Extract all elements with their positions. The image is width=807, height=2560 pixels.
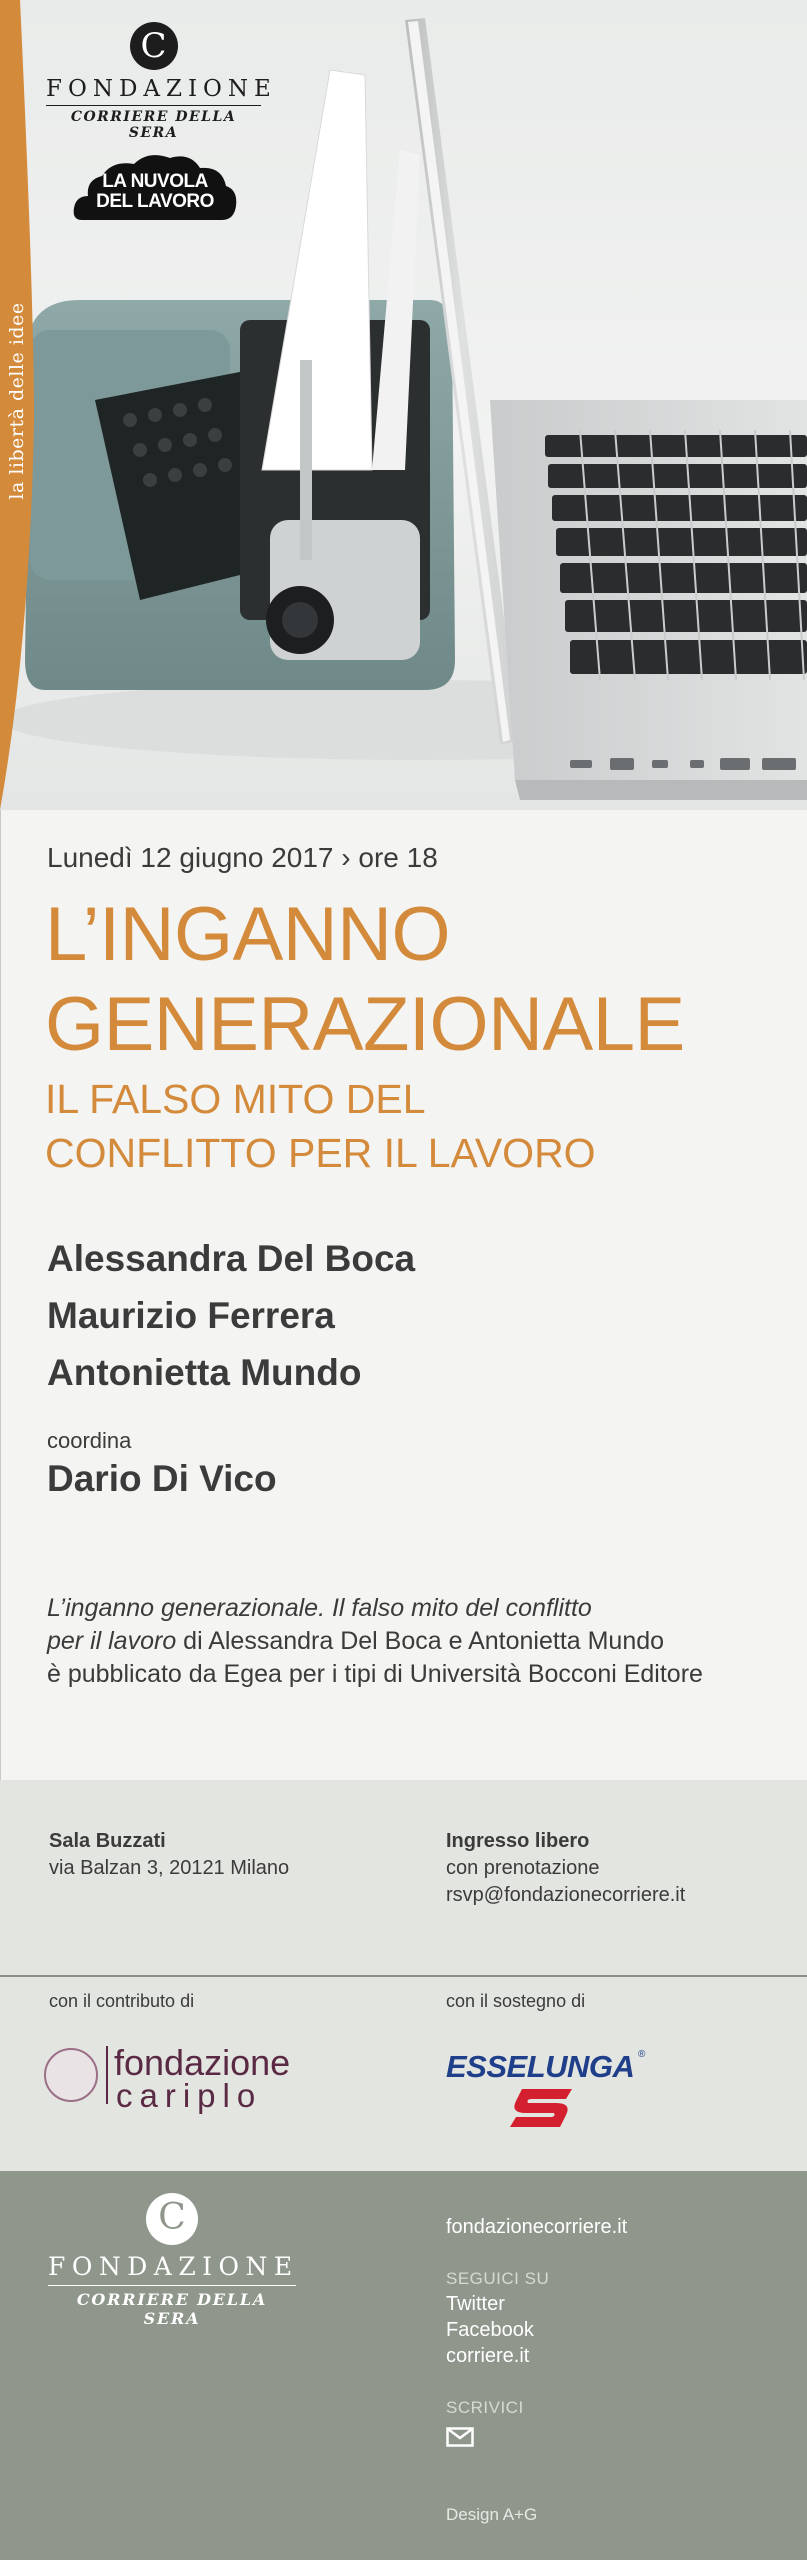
footer-logo-divider [48, 2285, 296, 2286]
esselunga-logo[interactable] [446, 2049, 646, 2129]
entry-title: Ingresso libero [446, 1830, 590, 1852]
corriere-link[interactable]: corriere.it [446, 2345, 530, 2367]
envelope-icon[interactable] [446, 2427, 474, 2447]
cariplo-text-2: cariplo [116, 2077, 263, 2114]
coordinator-label: coordina [47, 1428, 132, 1453]
contribution-label: con il contributo di [49, 1991, 195, 2011]
rsvp-email-link[interactable]: rsvp@fondazionecorriere.it [446, 1884, 686, 1906]
title-line-2: GENERAZIONALE [45, 982, 685, 1067]
event-date: Lunedì 12 giugno 2017 › ore 18 [47, 842, 438, 873]
venue-title: Sala Buzzati [49, 1830, 166, 1852]
esselunga-s-icon [508, 2087, 578, 2129]
footer-fondazione-logo[interactable] [48, 2193, 299, 2328]
cariplo-seal-icon [44, 2048, 98, 2102]
footer-logo-subname: CORRIERE DELLA SERA [76, 2290, 268, 2328]
footer-seal-icon: C [146, 2193, 198, 2245]
facebook-link[interactable]: Facebook [446, 2319, 534, 2341]
write-heading: SCRIVICI [446, 2398, 524, 2417]
venue-column [49, 1828, 289, 1882]
esselunga-wordmark: ESSELUNGA [446, 2049, 635, 2084]
logo-divider [46, 105, 261, 106]
fondazione-logo[interactable] [46, 22, 277, 141]
support-label: con il sostegno di [446, 1991, 586, 2011]
book-title-italic-2: per il lavoro [47, 1627, 177, 1655]
band-tagline: la libertà delle idee [6, 302, 28, 500]
subtitle-line-1: IL FALSO MITO DEL [45, 1076, 426, 1122]
follow-heading: SEGUICI SU [446, 2269, 550, 2288]
logo-subname: CORRIERE DELLA SERA [70, 109, 237, 141]
website-link[interactable]: fondazionecorriere.it [446, 2216, 628, 2238]
entry-column [446, 1828, 685, 1909]
book-authors: di Alessandra Del Boca e Antonietta Mundo [176, 1627, 665, 1655]
speaker-name: Alessandra Del Boca [47, 1238, 416, 1279]
twitter-link[interactable]: Twitter [446, 2293, 505, 2315]
event-subtitle [45, 1072, 785, 1180]
speaker-list [47, 1230, 415, 1401]
title-line-1: L’INGANNO [45, 892, 451, 977]
subtitle-line-2: CONFLITTO PER IL LAVORO [45, 1130, 596, 1176]
book-publisher: è pubblicato da Egea per i tipi di Università Bocconi Editore [47, 1660, 703, 1688]
registered-mark: ® [638, 2049, 646, 2060]
speaker-name: Antonietta Mundo [47, 1352, 362, 1393]
nuvola-line2: DEL LAVORO [96, 191, 214, 212]
book-title-italic-1: L’inganno generazionale. Il falso mito del conflitto [47, 1594, 592, 1622]
fondazione-cariplo-logo[interactable] [44, 2044, 304, 2112]
hero-image [0, 0, 807, 810]
logo-name: FONDAZIONE [46, 76, 277, 102]
fondazione-seal-icon: C [130, 22, 178, 70]
event-title [45, 890, 785, 1070]
venue-info [0, 1780, 807, 1977]
footer [0, 2171, 807, 2560]
event-details [0, 810, 807, 1780]
book-note [47, 1592, 787, 1691]
sponsors-section [0, 1977, 807, 2171]
entry-reservation: con prenotazione [446, 1857, 600, 1879]
nuvola-del-lavoro-logo[interactable] [72, 150, 238, 230]
cariplo-text-1: fondazione [114, 2042, 291, 2083]
nuvola-line1: LA NUVOLA [102, 171, 208, 192]
footer-logo-name: FONDAZIONE [48, 2252, 299, 2281]
venue-address: via Balzan 3, 20121 Milano [49, 1857, 290, 1879]
design-credit: Design A+G [446, 2505, 538, 2524]
speaker-name: Maurizio Ferrera [47, 1295, 335, 1336]
cariplo-divider [106, 2046, 108, 2104]
coordinator-name: Dario Di Vico [47, 1458, 277, 1499]
